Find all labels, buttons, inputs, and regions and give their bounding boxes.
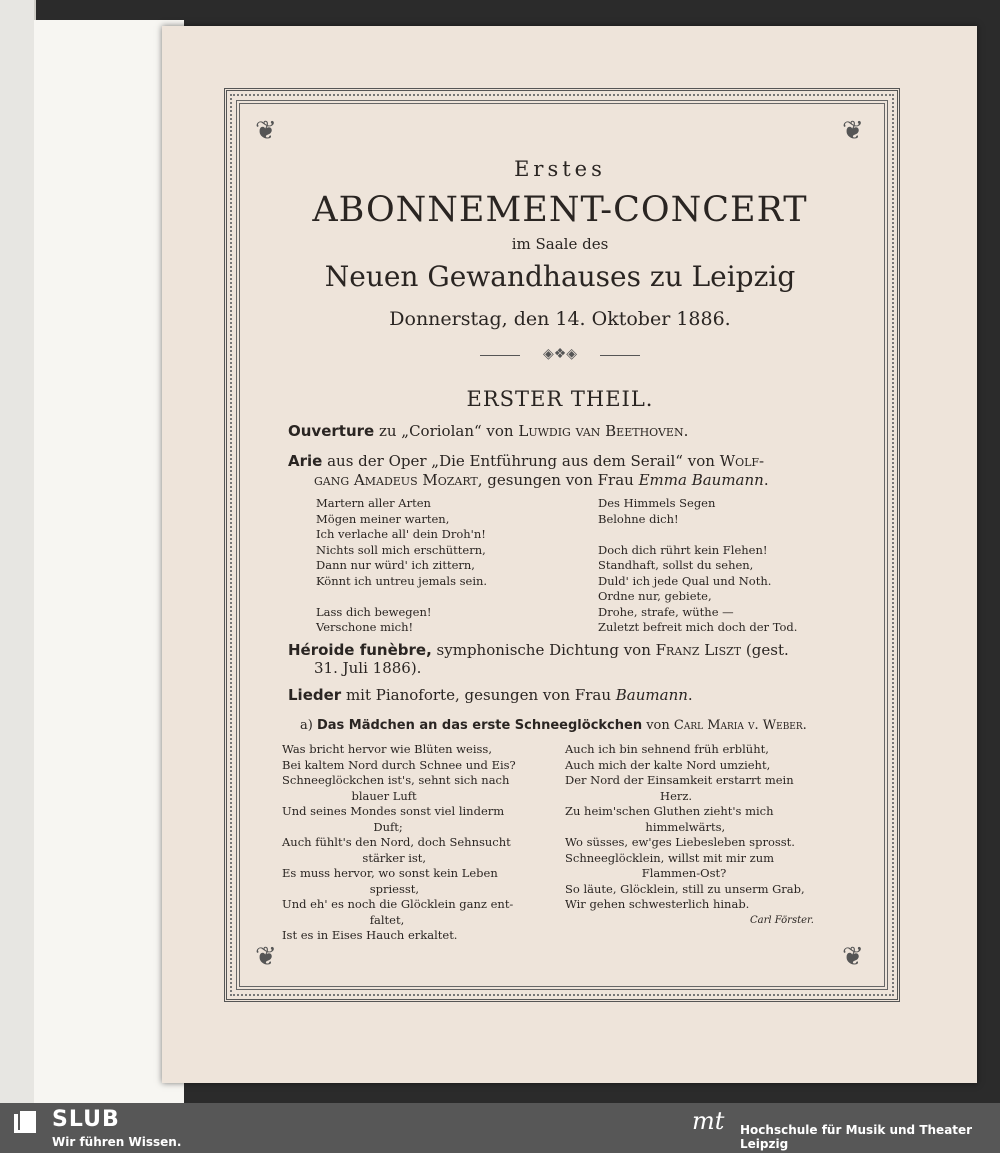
program-item-ouverture <box>288 422 688 440</box>
corner-ornament-icon: ❦ <box>842 116 864 146</box>
composer-name: Wolf- <box>719 452 765 470</box>
item-label: Ouverture <box>288 422 375 440</box>
corner-ornament-icon: ❦ <box>255 116 277 146</box>
item-end: . <box>802 718 807 733</box>
song-text-right: Auch ich bin sehnend früh erblüht, Auch mich der kalte Nord umzieht, Der Nord der Einsamkeit erstarrt mein Herz. Zu heim'schen Gluthen zieht's mich himmelwärts, Wo süsses, ew'ges Liebesleben sprosst. Schneeglöcklein, willst mit mir zum Flammen-Ost? So läute, Glöcklein, still zu unserm Grab, Wir gehen schwesterlich hinab. <box>565 742 805 911</box>
item-text: zu „Coriolan“ von <box>374 422 519 440</box>
slub-logo-icon <box>14 1111 36 1133</box>
program-item-arie <box>288 452 764 470</box>
venue-title: Neuen Gewandhauses zu Leipzig <box>324 260 796 293</box>
concert-date: Donnerstag, den 14. Oktober 1886. <box>389 308 731 330</box>
item-label: Arie <box>288 452 323 470</box>
arie-text-right: Des Himmels Segen Belohne dich! Doch dich rührt kein Flehen! Standhaft, sollst du sehen, Duld' ich jede Qual und Noth. Ordne nur, gebiete, Drohe, strafe, wüthe — Zuletzt befreit mich doch der Tod. <box>598 496 798 634</box>
singer-name: Emma Baumann <box>638 471 764 489</box>
item-text: 31. Juli 1886). <box>314 659 422 677</box>
slub-tagline: Wir führen Wissen. <box>52 1135 182 1149</box>
item-end: . <box>687 686 693 704</box>
footer-bar <box>0 1103 1000 1153</box>
item-text: (gest. <box>741 641 789 659</box>
item-end: . <box>683 422 689 440</box>
composer-name: Carl Maria v. Weber <box>673 718 803 733</box>
slub-name: SLUB <box>52 1107 120 1132</box>
item-text: , gesungen von Frau <box>477 471 639 489</box>
item-label: Héroide funèbre, <box>288 641 432 659</box>
composer-name: Franz Liszt <box>655 641 742 659</box>
item-end: . <box>763 471 769 489</box>
singer-name: Baumann <box>615 686 688 704</box>
program-item-heroide <box>288 641 789 659</box>
item-text: symphonische Dichtung von <box>431 641 656 659</box>
song-a-heading <box>300 718 807 733</box>
heading-erstes: Erstes <box>514 157 606 181</box>
corner-ornament-icon: ❦ <box>842 942 864 972</box>
song-prefix: a) <box>300 718 317 733</box>
hmt-name: Hochschule für Musik und Theater Leipzig <box>740 1123 973 1151</box>
corner-ornament-icon: ❦ <box>255 942 277 972</box>
item-text: von <box>642 718 674 733</box>
item-label: Lieder <box>288 686 342 704</box>
program-item-lieder <box>288 686 693 704</box>
song-title: Das Mädchen an das erste Schneeglöckchen <box>316 718 643 733</box>
composer-name: gang Amadeus Mozart <box>314 471 478 489</box>
song-text-left: Was bricht hervor wie Blüten weiss, Bei kaltem Nord durch Schnee und Eis? Schneeglöckchen ist's, sehnt sich nach blauer Luft Und seines Mondes sonst viel linderm Duft; Auch fühlt's den Nord, doch Sehnsucht stärker ist, Es muss hervor, wo sonst kein Leben spriesst, Und eh' es noch die Glöcklein ganz ent- faltet, Ist es in Eises Hauch erkaltet. <box>282 742 516 942</box>
arie-text-left: Martern aller Arten Mögen meiner warten, Ich verlache all' dein Droh'n! Nichts soll mich erschüttern, Dann nur würd' ich zittern, Könnt ich untreu jemals sein. Lass dich bewegen! Verschone mich! <box>316 496 488 634</box>
concert-title: ABONNEMENT-CONCERT <box>312 190 808 230</box>
composer-name: Luwdig van Beethoven <box>518 422 684 440</box>
poet-signature: Carl Förster. <box>750 915 814 926</box>
divider-ornament-icon: ◈❖◈ <box>480 346 640 362</box>
item-text: aus der Oper „Die Entführung aus dem Serail“ von <box>322 452 720 470</box>
item-text: mit Pianoforte, gesungen von Frau <box>341 686 616 704</box>
heading-im-saale: im Saale des <box>511 235 609 253</box>
hmt-logo-icon: mt <box>692 1107 725 1135</box>
program-item-arie-line2 <box>314 471 769 489</box>
section-title: ERSTER THEIL. <box>466 387 654 411</box>
program-item-heroide-line2 <box>314 659 421 677</box>
book-edge <box>0 0 36 1103</box>
